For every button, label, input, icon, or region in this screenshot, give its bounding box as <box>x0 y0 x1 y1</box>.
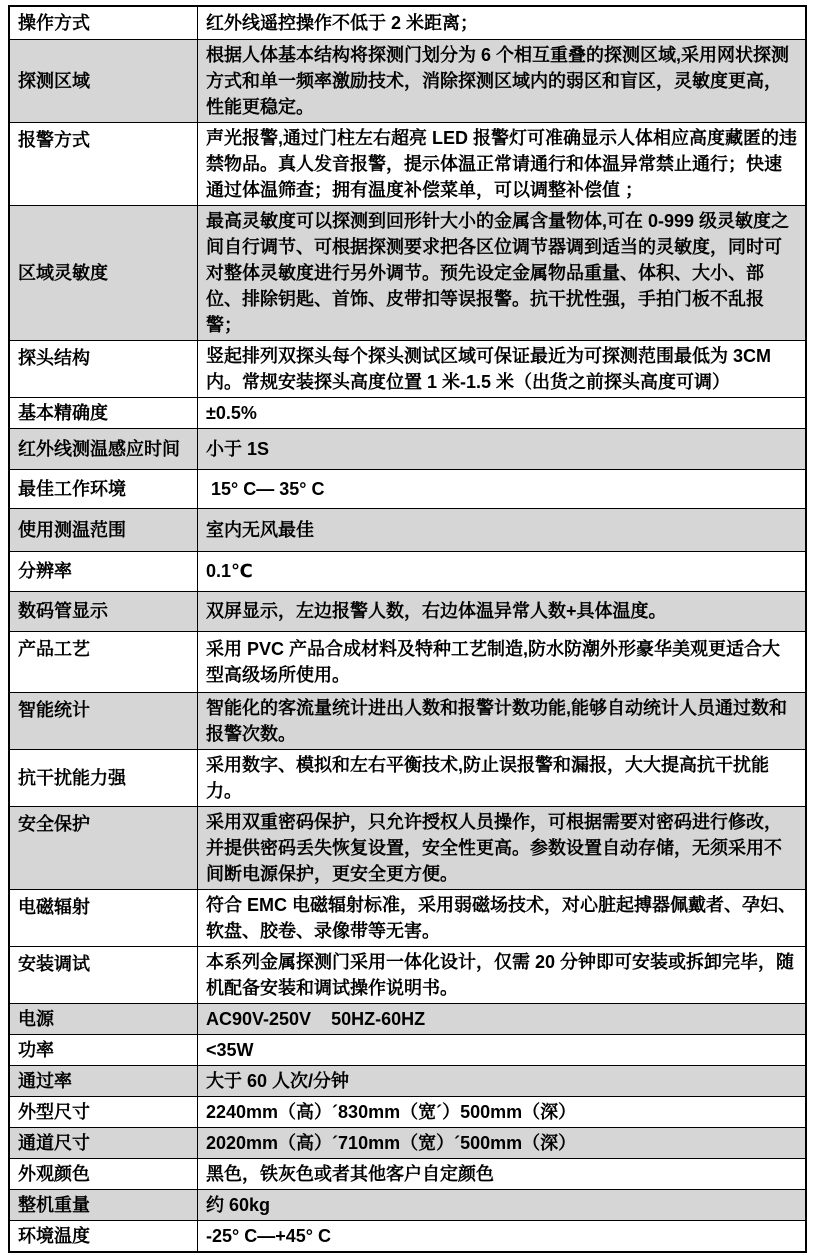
spec-label: 外观颜色 <box>9 1158 198 1189</box>
spec-value: 采用 PVC 产品合成材料及特种工艺制造,防水防潮外形豪华美观更适合大型高级场所使用。 <box>198 631 807 692</box>
spec-row <box>9 749 806 806</box>
spec-value: 符合 EMC 电磁辐射标准，采用弱磁场技术，对心脏起搏器佩戴者、孕妇、软盘、胶卷、录像带等无害。 <box>198 889 807 946</box>
spec-value: 黑色，铁灰色或者其他客户自定颜色 <box>198 1158 807 1189</box>
spec-label: 安装调试 <box>9 946 198 1003</box>
spec-label: 基本精确度 <box>9 397 198 428</box>
spec-row <box>9 122 806 205</box>
spec-row <box>9 508 806 551</box>
spec-row <box>9 397 806 428</box>
spec-label: 电源 <box>9 1003 198 1034</box>
spec-value: 双屏显示，左边报警人数，右边体温异常人数+具体温度。 <box>198 591 807 631</box>
spec-value: 根据人体基本结构将探测门划分为 6 个相互重叠的探测区域,采用网状探测方式和单一频率激励技术，消除探测区域内的弱区和盲区，灵敏度更高，性能更稳定。 <box>198 39 807 122</box>
spec-label: 安全保护 <box>9 806 198 889</box>
spec-table-body <box>9 6 806 1252</box>
spec-row <box>9 1220 806 1252</box>
spec-label: 分辨率 <box>9 551 198 591</box>
spec-label: 通过率 <box>9 1065 198 1096</box>
spec-value: 智能化的客流量统计进出人数和报警计数功能,能够自动统计人员通过数和报警次数。 <box>198 692 807 749</box>
spec-label: 智能统计 <box>9 692 198 749</box>
spec-label: 操作方式 <box>9 6 198 39</box>
spec-label: 报警方式 <box>9 122 198 205</box>
spec-label: 通道尺寸 <box>9 1127 198 1158</box>
spec-row <box>9 6 806 39</box>
spec-row <box>9 1189 806 1220</box>
spec-row <box>9 551 806 591</box>
spec-label: 环境温度 <box>9 1220 198 1252</box>
spec-value: AC90V-250V 50HZ-60HZ <box>198 1003 807 1034</box>
spec-label: 产品工艺 <box>9 631 198 692</box>
spec-row <box>9 205 806 340</box>
spec-label: 区域灵敏度 <box>9 205 198 340</box>
spec-row <box>9 1127 806 1158</box>
spec-row <box>9 39 806 122</box>
spec-value: ±0.5% <box>198 397 807 428</box>
spec-value: 声光报警,通过门柱左右超亮 LED 报警灯可准确显示人体相应高度藏匿的违禁物品。真人发音报警，提示体温正常请通行和体温异常禁止通行；快速通过体温筛查；拥有温度补偿菜单，可以调整补偿值 ； <box>198 122 807 205</box>
spec-value: -25° C—+45° C <box>198 1220 807 1252</box>
spec-label: 功率 <box>9 1034 198 1065</box>
spec-label: 探头结构 <box>9 340 198 397</box>
spec-row <box>9 1096 806 1127</box>
spec-value: 采用数字、模拟和左右平衡技术,防止误报警和漏报，大大提高抗干扰能力。 <box>198 749 807 806</box>
spec-label: 使用测温范围 <box>9 508 198 551</box>
spec-row <box>9 806 806 889</box>
spec-row <box>9 1065 806 1096</box>
spec-value: 竖起排列双探头每个探头测试区域可保证最近为可探测范围最低为 3CM 内。常规安装探头高度位置 1 米-1.5 米（出货之前探头高度可调） <box>198 340 807 397</box>
spec-row <box>9 428 806 469</box>
spec-row <box>9 692 806 749</box>
spec-label: 红外线测温感应时间 <box>9 428 198 469</box>
spec-value: 约 60kg <box>198 1189 807 1220</box>
spec-row <box>9 340 806 397</box>
spec-value: 15° C— 35° C <box>198 469 807 508</box>
spec-label: 探测区域 <box>9 39 198 122</box>
spec-row <box>9 1003 806 1034</box>
spec-row <box>9 1034 806 1065</box>
spec-label: 电磁辐射 <box>9 889 198 946</box>
spec-value: 2240mm（高）´830mm（宽´）500mm（深） <box>198 1096 807 1127</box>
spec-value: <35W <box>198 1034 807 1065</box>
spec-row <box>9 631 806 692</box>
spec-value: 室内无风最佳 <box>198 508 807 551</box>
spec-row <box>9 469 806 508</box>
spec-value: 2020mm（高）´710mm（宽）´500mm（深） <box>198 1127 807 1158</box>
spec-label: 数码管显示 <box>9 591 198 631</box>
spec-label: 最佳工作环境 <box>9 469 198 508</box>
spec-value: 小于 1S <box>198 428 807 469</box>
spec-label: 抗干扰能力强 <box>9 749 198 806</box>
spec-value: 大于 60 人次/分钟 <box>198 1065 807 1096</box>
spec-row <box>9 1158 806 1189</box>
spec-value: 0.1℃ <box>198 551 807 591</box>
spec-row <box>9 591 806 631</box>
spec-value: 本系列金属探测门采用一体化设计，仅需 20 分钟即可安装或拆卸完毕，随机配备安装和调试操作说明书。 <box>198 946 807 1003</box>
spec-table <box>8 5 807 1253</box>
spec-value: 最高灵敏度可以探测到回形针大小的金属含量物体,可在 0-999 级灵敏度之间自行调节、可根据探测要求把各区位调节器调到适当的灵敏度，同时可对整体灵敏度进行另外调节。预先设定金属物品重量、体积、大小、部位、排除钥匙、首饰、皮带扣等误报警。抗干扰性强，手拍门板不乱报警； <box>198 205 807 340</box>
spec-row <box>9 946 806 1003</box>
spec-label: 外型尺寸 <box>9 1096 198 1127</box>
spec-value: 采用双重密码保护，只允许授权人员操作，可根据需要对密码进行修改，并提供密码丢失恢复设置，安全性更高。参数设置自动存储，无须采用不间断电源保护，更安全更方便。 <box>198 806 807 889</box>
spec-label: 整机重量 <box>9 1189 198 1220</box>
spec-row <box>9 889 806 946</box>
spec-value: 红外线遥控操作不低于 2 米距离； <box>198 6 807 39</box>
